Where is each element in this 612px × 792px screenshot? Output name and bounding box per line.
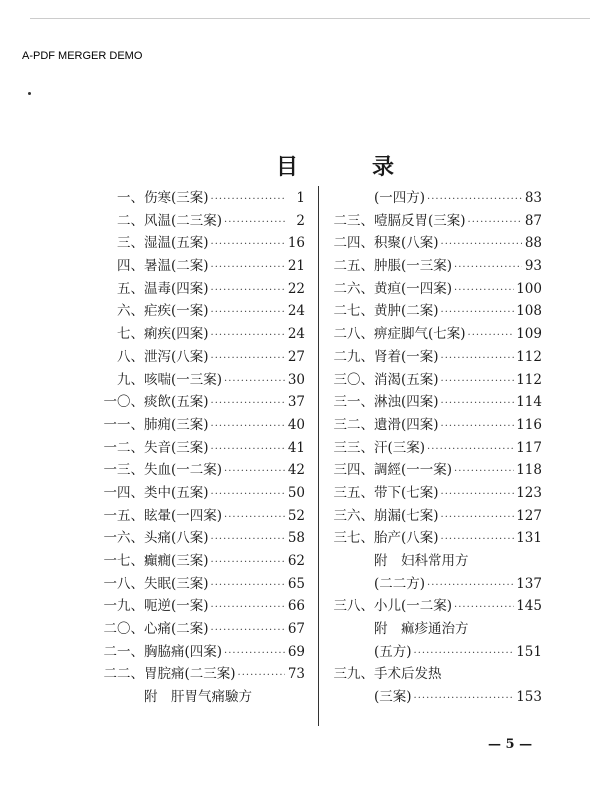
leader-dots: [224, 376, 285, 387]
toc-entry: [330, 504, 542, 527]
toc-entry: [100, 209, 305, 232]
leader-dots: [427, 444, 514, 455]
toc-entry: [330, 685, 542, 708]
entry-number: 三、: [117, 235, 144, 252]
leader-dots: [224, 466, 285, 477]
entry-title: (三案): [374, 689, 412, 706]
toc-entry: [100, 685, 305, 708]
leader-dots: [224, 512, 285, 523]
toc-entry: [330, 345, 542, 368]
toc-entry: [100, 572, 305, 595]
entry-page: 123: [516, 484, 542, 501]
entry-page: 112: [516, 348, 542, 365]
entry-number: 三五、: [333, 484, 374, 501]
entry-number: 三九、: [333, 666, 374, 683]
entry-number: 一七、: [103, 553, 144, 569]
entry-page: 151: [516, 643, 542, 660]
entry-page: 118: [516, 462, 542, 479]
entry-page: 73: [287, 666, 305, 683]
entry-page: 116: [516, 416, 542, 433]
entry-title: 汗(三案): [374, 439, 426, 456]
toc-entry: [330, 368, 542, 391]
entry-title: 类中(五案): [144, 484, 209, 501]
entry-title: 遺滑(四案): [374, 416, 439, 433]
leader-dots: [238, 670, 285, 681]
toc-entry: [100, 186, 305, 209]
column-divider: [318, 186, 319, 726]
toc-entry: [330, 186, 542, 209]
toc-entry: [100, 504, 305, 527]
entry-page: 137: [516, 575, 542, 592]
entry-title: 噎膈反胃(三案): [374, 212, 466, 229]
toc-entry: [330, 458, 542, 481]
toc-entry: [100, 345, 305, 368]
entry-title: 胎产(八案): [374, 530, 439, 547]
leader-dots: [441, 534, 515, 545]
leader-dots: [211, 421, 285, 432]
entry-number: 一〇、: [103, 394, 144, 411]
toc-entry: [100, 662, 305, 685]
scan-speck: [28, 92, 31, 95]
entry-title: 心痛(二案): [144, 621, 209, 638]
entry-number: 六、: [117, 303, 144, 320]
page-number: — 5 —: [488, 737, 533, 752]
leader-dots: [211, 262, 285, 273]
entry-title: 伤寒(三案): [144, 190, 209, 206]
entry-title: (一四方): [374, 190, 426, 206]
leader-dots: [441, 489, 515, 500]
entry-title: 呃逆(一案): [144, 598, 209, 615]
leader-dots: [211, 489, 285, 500]
entry-page: 127: [516, 507, 542, 524]
entry-title: 疟疾(一案): [144, 303, 209, 320]
toc-entry: [330, 572, 542, 595]
toc-entry: [100, 594, 305, 617]
entry-page: 37: [287, 394, 305, 411]
entry-page: 2: [296, 212, 305, 229]
entry-page: 88: [524, 235, 542, 252]
toc-entry: [100, 640, 305, 663]
entry-title: 泄泻(八案): [144, 348, 209, 365]
entry-title: 肺痈(三案): [144, 416, 209, 433]
entry-number: 二五、: [333, 258, 374, 275]
entry-page: 30: [287, 371, 305, 388]
entry-title: 带下(七案): [374, 484, 439, 501]
leader-dots: [427, 580, 514, 591]
entry-number: 三一、: [333, 394, 374, 411]
toc-entry: [330, 662, 542, 685]
entry-page: 114: [516, 394, 542, 411]
entry-page: 42: [287, 462, 305, 479]
entry-title: 癲癇(三案): [144, 553, 209, 569]
entry-title: 消渴(五案): [374, 371, 439, 388]
entry-page: 24: [287, 303, 305, 320]
toc-entry: [100, 322, 305, 345]
toc-entry: [330, 277, 542, 300]
leader-dots: [211, 398, 285, 409]
leader-dots: [468, 217, 522, 228]
entry-page: 22: [287, 280, 305, 297]
leader-dots: [414, 693, 515, 704]
leader-dots: [414, 648, 515, 659]
entry-page: 1: [296, 190, 305, 206]
entry-title: 头痛(八案): [144, 530, 209, 547]
toc-entry: [330, 594, 542, 617]
toc-entry: [100, 368, 305, 391]
entry-number: 二〇、: [103, 621, 144, 638]
entry-title: 淋浊(四案): [374, 394, 439, 411]
entry-page: 52: [287, 507, 305, 524]
leader-dots: [211, 557, 285, 568]
toc-left-column: [100, 186, 305, 708]
entry-title: (二二方): [374, 575, 426, 592]
entry-title: 附 肝胃气痛驗方: [144, 689, 252, 706]
toc-entry: [330, 322, 542, 345]
entry-page: 62: [287, 553, 305, 569]
toc-entry: [330, 481, 542, 504]
entry-title: 失血(一二案): [144, 462, 223, 479]
entry-title: 胸脇痛(四案): [144, 643, 223, 660]
toc-entry: [330, 209, 542, 232]
leader-dots: [211, 239, 285, 250]
entry-number: 二二、: [103, 666, 144, 683]
toc-entry: [330, 526, 542, 549]
entry-title: 黄疸(一四案): [374, 280, 453, 297]
toc-entry: [100, 299, 305, 322]
leader-dots: [454, 466, 514, 477]
entry-page: 87: [524, 212, 542, 229]
toc-entry: [100, 390, 305, 413]
leader-dots: [454, 285, 514, 296]
leader-dots: [224, 648, 285, 659]
entry-title: 湿温(五案): [144, 235, 209, 252]
entry-title: 調經(一一案): [374, 462, 453, 479]
leader-dots: [441, 307, 515, 318]
toc-entry: [330, 231, 542, 254]
entry-number: 三二、: [333, 416, 374, 433]
toc-entry: [330, 436, 542, 459]
leader-dots: [441, 421, 515, 432]
entry-page: 131: [516, 530, 542, 547]
entry-page: 145: [516, 598, 542, 615]
entry-number: 三四、: [333, 462, 374, 479]
entry-page: 41: [287, 439, 305, 456]
entry-title: 痰飲(五案): [144, 394, 209, 411]
entry-title: (五方): [374, 643, 412, 660]
entry-page: 65: [287, 575, 305, 592]
leader-dots: [441, 353, 515, 364]
entry-number: 三六、: [333, 507, 374, 524]
toc-entry: [100, 254, 305, 277]
entry-number: 二三、: [333, 212, 374, 229]
entry-title: 风温(二三案): [144, 212, 223, 229]
leader-dots: [211, 580, 285, 591]
entry-title: 崩漏(七案): [374, 507, 439, 524]
leader-dots: [211, 602, 285, 613]
toc-entry: [100, 526, 305, 549]
entry-number: 二一、: [103, 643, 144, 660]
toc-entry: [100, 549, 305, 572]
entry-title: 胃脘痛(二三案): [144, 666, 236, 683]
watermark: A-PDF MERGER DEMO: [22, 50, 143, 62]
top-rule: [30, 18, 590, 19]
entry-number: 一五、: [103, 507, 144, 524]
entry-title: 小儿(一二案): [374, 598, 453, 615]
entry-title: 积聚(八案): [374, 235, 439, 252]
entry-title: 黄肿(二案): [374, 303, 439, 320]
entry-number: 二、: [117, 212, 144, 229]
entry-page: 69: [287, 643, 305, 660]
entry-number: 七、: [117, 326, 144, 343]
entry-number: 二八、: [333, 326, 374, 343]
toc-entry: [330, 549, 542, 572]
leader-dots: [211, 307, 285, 318]
entry-page: 117: [516, 439, 542, 456]
entry-title: 失眠(三案): [144, 575, 209, 592]
entry-page: 27: [287, 348, 305, 365]
entry-number: 八、: [117, 348, 144, 365]
toc-entry: [330, 617, 542, 640]
leader-dots: [211, 353, 285, 364]
entry-number: 一八、: [103, 575, 144, 592]
entry-number: 三七、: [333, 530, 374, 547]
entry-title: 手术后发热: [374, 666, 442, 683]
toc-entry: [100, 231, 305, 254]
page-title: 目 录: [276, 154, 421, 180]
entry-page: 16: [287, 235, 305, 252]
leader-dots: [468, 330, 515, 341]
entry-page: 40: [287, 416, 305, 433]
leader-dots: [441, 376, 515, 387]
toc-entry: [330, 390, 542, 413]
leader-dots: [211, 330, 285, 341]
leader-dots: [211, 534, 285, 545]
entry-page: 109: [516, 326, 542, 343]
entry-number: 九、: [117, 371, 144, 388]
entry-page: 153: [516, 689, 542, 706]
leader-dots: [441, 398, 515, 409]
entry-number: 二七、: [333, 303, 374, 320]
entry-title: 痹症脚气(七案): [374, 326, 466, 343]
entry-number: 四、: [117, 258, 144, 275]
entry-title: 暑温(二案): [144, 258, 209, 275]
toc-entry: [330, 299, 542, 322]
entry-page: 50: [287, 484, 305, 501]
entry-number: 二四、: [333, 235, 374, 252]
toc-entry: [330, 640, 542, 663]
leader-dots: [454, 602, 514, 613]
entry-page: 67: [287, 621, 305, 638]
entry-page: 21: [287, 258, 305, 275]
entry-number: 三三、: [333, 439, 374, 456]
leader-dots: [211, 194, 285, 205]
leader-dots: [211, 625, 285, 636]
leader-dots: [441, 512, 515, 523]
leader-dots: [211, 444, 285, 455]
toc-entry: [100, 413, 305, 436]
entry-page: 83: [524, 190, 542, 206]
entry-page: 100: [516, 280, 542, 297]
entry-title: 附 痲疹通治方: [374, 621, 469, 638]
toc-entry: [100, 481, 305, 504]
leader-dots: [454, 262, 522, 273]
toc-entry: [330, 413, 542, 436]
leader-dots: [441, 239, 522, 250]
entry-title: 温毒(四案): [144, 280, 209, 297]
entry-page: 93: [524, 258, 542, 275]
entry-title: 肾着(一案): [374, 348, 439, 365]
entry-number: 一、: [117, 190, 144, 206]
entry-number: 一一、: [103, 416, 144, 433]
entry-title: 失音(三案): [144, 439, 209, 456]
entry-page: 66: [287, 598, 305, 615]
entry-number: 一二、: [103, 439, 144, 456]
toc-entry: [100, 277, 305, 300]
entry-number: 五、: [117, 280, 144, 297]
entry-title: 眩暈(一四案): [144, 507, 223, 524]
toc-entry: [100, 458, 305, 481]
entry-number: 二九、: [333, 348, 374, 365]
entry-title: 痢疾(四案): [144, 326, 209, 343]
entry-number: 一六、: [103, 530, 144, 547]
leader-dots: [224, 217, 285, 228]
leader-dots: [427, 194, 522, 205]
toc-entry: [100, 436, 305, 459]
entry-number: 一三、: [103, 462, 144, 479]
toc-entry: [100, 617, 305, 640]
entry-number: 三〇、: [333, 371, 374, 388]
leader-dots: [211, 285, 285, 296]
entry-page: 108: [516, 303, 542, 320]
toc-right-column: [330, 186, 542, 708]
entry-number: 三八、: [333, 598, 374, 615]
entry-title: 咳喘(一三案): [144, 371, 223, 388]
toc-entry: [330, 254, 542, 277]
entry-title: 肿脹(一三案): [374, 258, 453, 275]
entry-title: 附 妇科常用方: [374, 553, 469, 569]
entry-number: 一四、: [103, 484, 144, 501]
entry-number: 二六、: [333, 280, 374, 297]
entry-page: 112: [516, 371, 542, 388]
entry-page: 24: [287, 326, 305, 343]
entry-number: 一九、: [103, 598, 144, 615]
entry-page: 58: [287, 530, 305, 547]
